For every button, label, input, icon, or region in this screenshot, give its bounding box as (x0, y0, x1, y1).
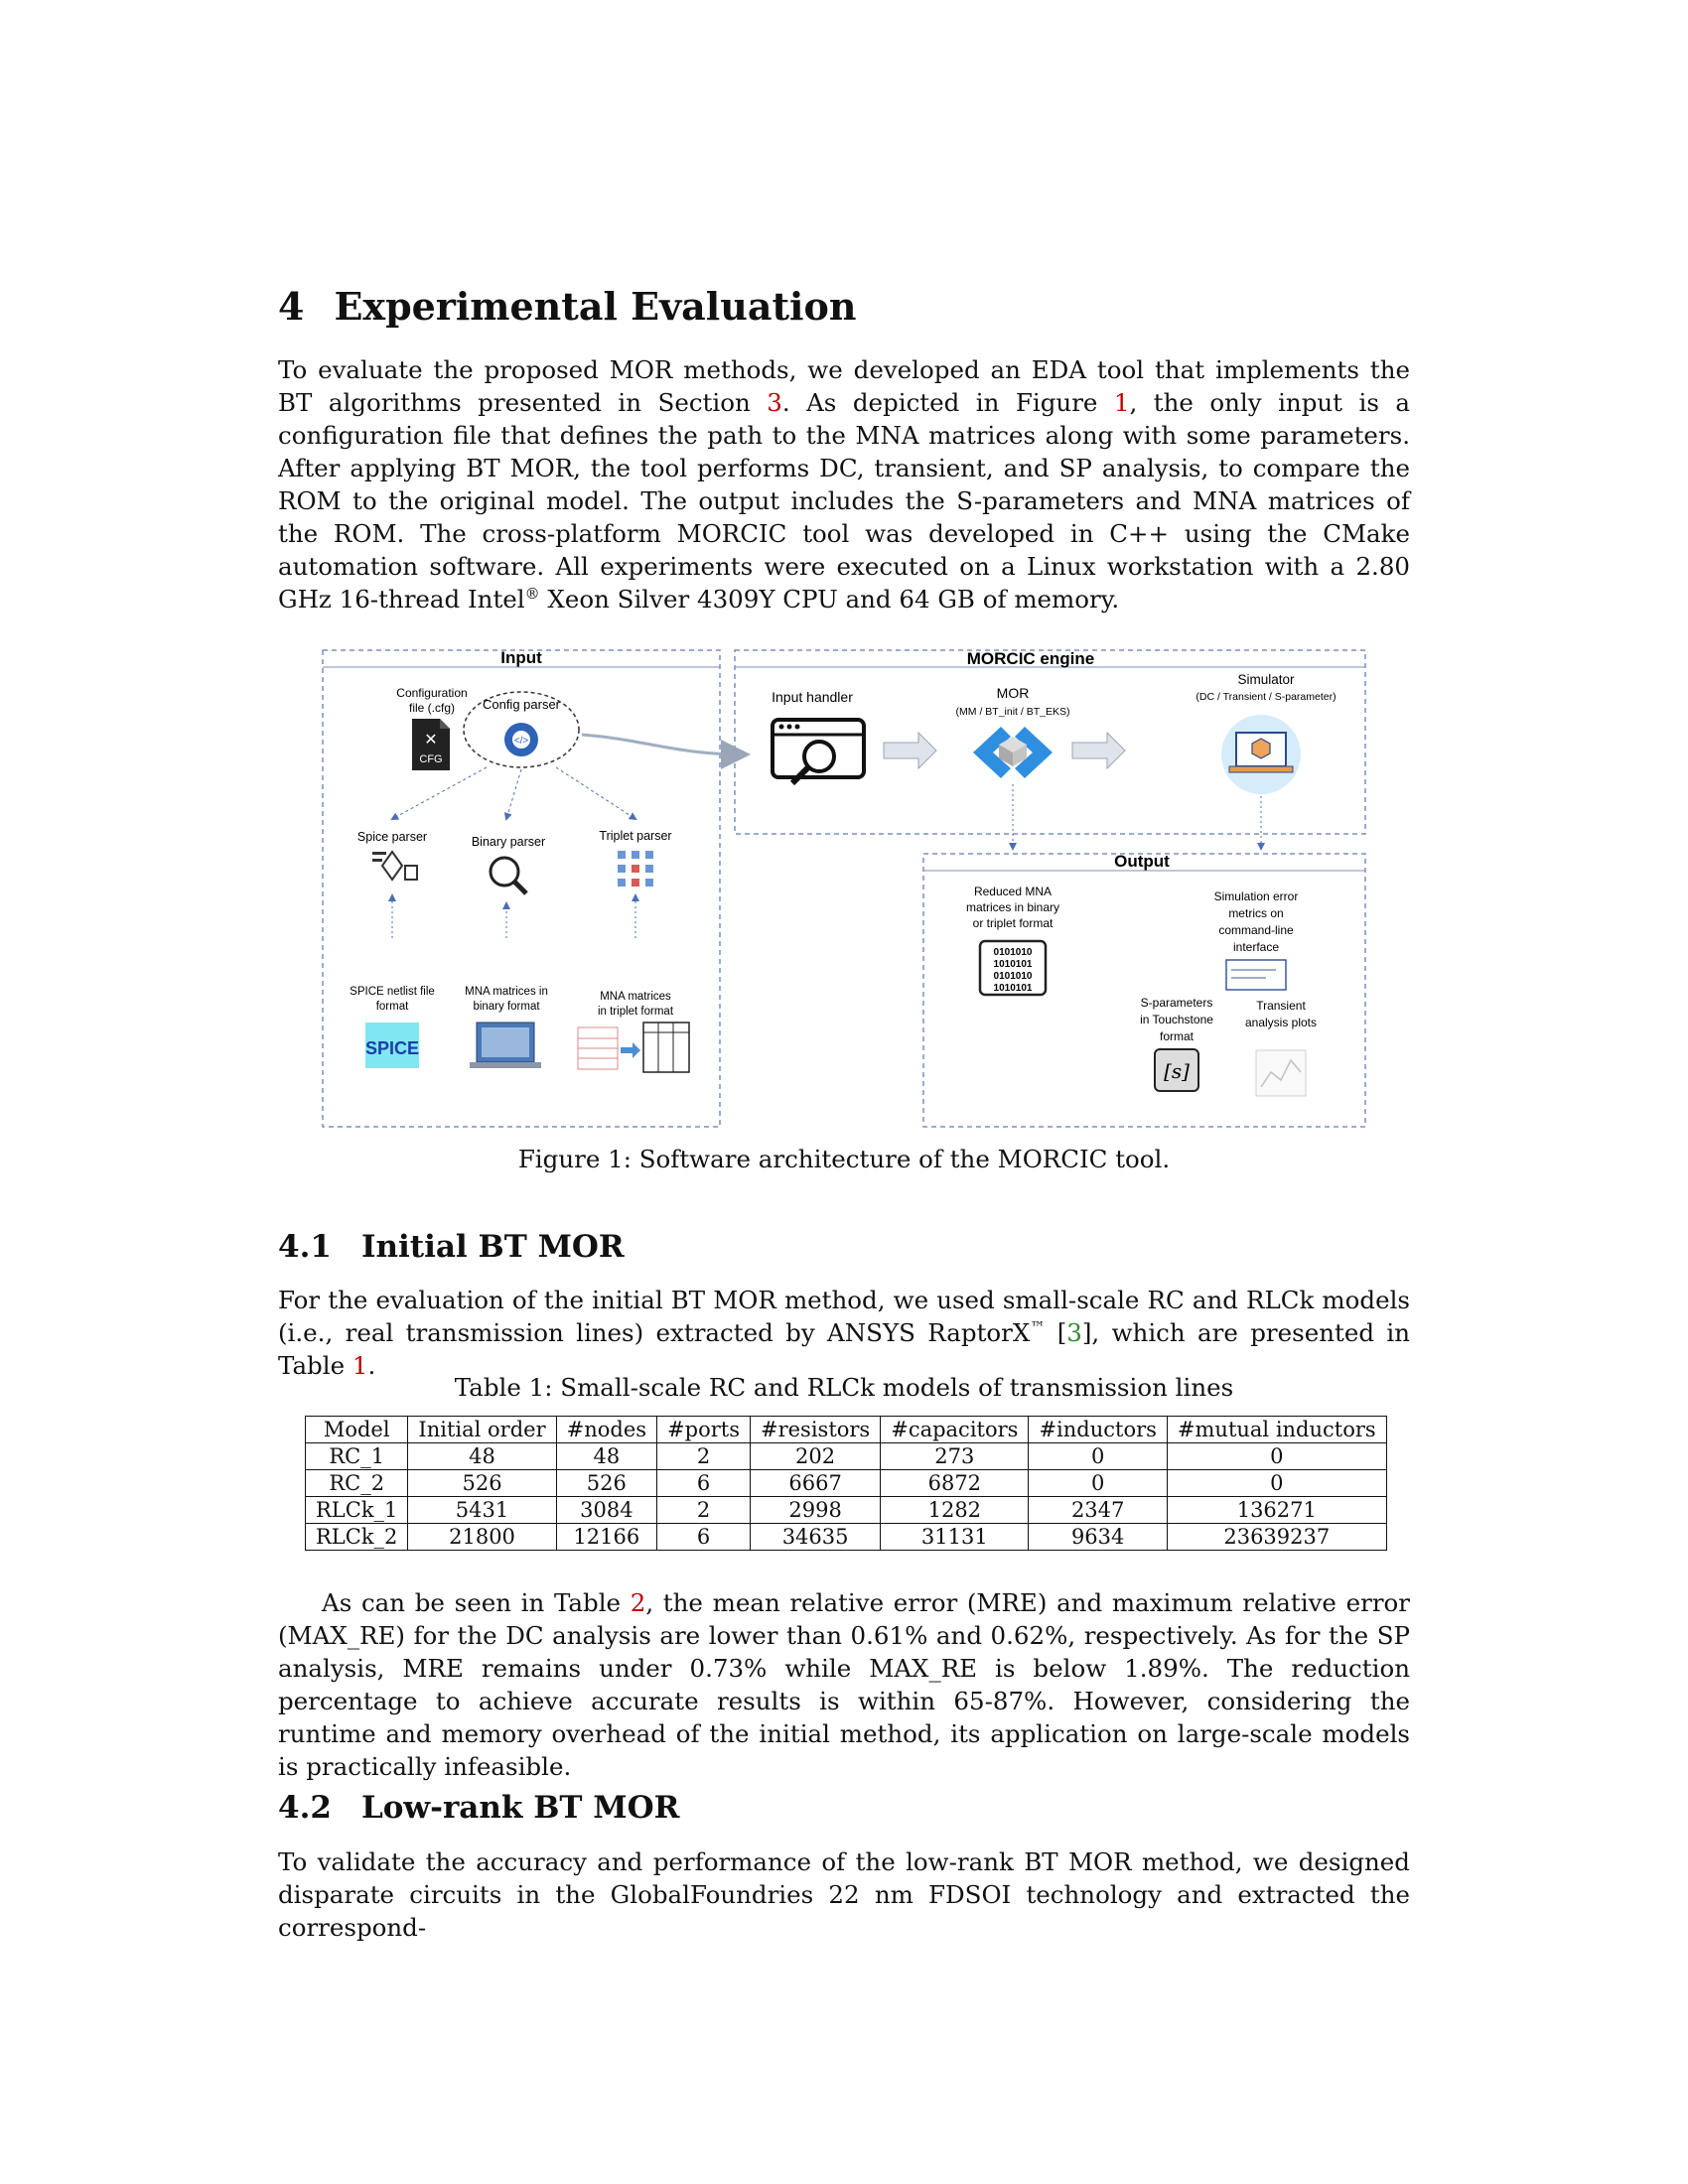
plot-icon (1256, 1050, 1306, 1096)
binary-data-icon (980, 941, 1046, 995)
table-header-cell: #resistors (750, 1417, 880, 1443)
para-text: As can be seen in Table (322, 1588, 631, 1617)
table-cell: 2 (657, 1443, 751, 1470)
section41-paragraph (278, 1284, 1410, 1382)
config-file-label: Configuration (396, 686, 468, 700)
section-ref-link[interactable]: 3 (767, 388, 782, 417)
table-cell: 6 (657, 1470, 751, 1497)
svg-text:0101010: 0101010 (993, 971, 1033, 982)
figure-caption: Figure 1: Software architecture of the MORCIC tool. (517, 1145, 1171, 1173)
mor-methods-label: (MM / BT_init / BT_EKS) (955, 706, 1070, 718)
table-row (306, 1524, 1387, 1551)
config-file-label: file (.cfg) (408, 701, 456, 715)
magnifier-icon (491, 858, 526, 893)
engine-title: MORCIC engine (966, 649, 1095, 668)
table-row (306, 1443, 1387, 1470)
table-cell: 136271 (1167, 1497, 1386, 1524)
sim-error-label: Simulation error (1213, 889, 1299, 903)
figure-ref-link[interactable]: 1 (1113, 388, 1130, 417)
svg-text:0101010: 0101010 (993, 947, 1033, 958)
spice-logo (365, 1023, 419, 1068)
triplet-table-icon (578, 1023, 689, 1072)
reduced-mna-label: matrices in binary (965, 900, 1060, 914)
table-cell: RC_2 (306, 1470, 408, 1497)
table-cell: 0 (1167, 1470, 1386, 1497)
table-row (306, 1470, 1387, 1497)
sparam-label: format (1159, 1029, 1195, 1043)
table-header-cell: #capacitors (881, 1417, 1029, 1443)
flow-arrow (884, 733, 936, 768)
section42-paragraph: To validate the accuracy and performance of the low-rank BT MOR method, we designed disparate circuits in the GlobalFoundries 22 nm FDSOI technology and extracted the correspond- (278, 1847, 1410, 1942)
table-header-cell: #inductors (1029, 1417, 1167, 1443)
intro-text: Xeon Silver 4309Y CPU and 64 GB of memory. (539, 585, 1120, 614)
table-cell: 12166 (556, 1524, 656, 1551)
trademark-mark: ™ (1030, 1317, 1046, 1336)
intro-paragraph (278, 353, 1410, 615)
config-parser-label: Config parser (482, 697, 561, 712)
reduced-mna-label: Reduced MNA (973, 885, 1053, 898)
para-text: , the mean relative error (MRE) and maximum relative error (MAX_RE) for the DC analysis are lower than 0.61% and 0.62%, respectively. As for the SP analysis, MRE remains under 0.73% while MAX_RE is below 1.89%. The reduction percentage to achieve accurate results is within 65-87%. However, considering the runtime and memory overhead of the initial method, its application on large-scale models is practically infeasible. (278, 1588, 1410, 1781)
table-cell: 21800 (408, 1524, 556, 1551)
mna-triplet-label: MNA matrices (600, 991, 671, 1003)
mna-binary-label: binary format (473, 1001, 540, 1013)
sim-error-label: interface (1232, 940, 1280, 954)
table-cell: 202 (750, 1443, 880, 1470)
table-cell: 48 (408, 1443, 556, 1470)
svg-text:1010101: 1010101 (993, 959, 1033, 970)
para-text: [ (1045, 1318, 1067, 1347)
citation-link[interactable]: 3 (1066, 1318, 1082, 1347)
registered-mark: ® (524, 584, 540, 603)
results-paragraph (278, 1586, 1410, 1783)
laptop-binary-icon (470, 1023, 541, 1068)
table-header-cell: Model (306, 1417, 408, 1443)
spice-logo-text: SPICE (364, 1038, 420, 1058)
input-title: Input (500, 648, 542, 667)
simulator-label: Simulator (1237, 672, 1295, 687)
table-cell: 2347 (1029, 1497, 1167, 1524)
binary-parser-label: Binary parser (471, 835, 546, 849)
table-cell: 2 (657, 1497, 751, 1524)
triplet-parser-label: Triplet parser (599, 829, 672, 843)
subsection-heading (278, 1790, 679, 1826)
sparam-label: in Touchstone (1140, 1013, 1213, 1026)
svg-text:1010101: 1010101 (993, 983, 1033, 994)
output-title: Output (1114, 852, 1170, 871)
intro-text: . As depicted in Figure (781, 388, 1114, 417)
table-cell: RLCk_2 (306, 1524, 408, 1551)
sparam-badge: [s] (1164, 1059, 1190, 1083)
table-caption: Table 1: Small-scale RC and RLCk models of transmission lines (454, 1373, 1234, 1402)
table-header-cell: #mutual inductors (1167, 1417, 1386, 1443)
transient-label: Transient (1256, 999, 1306, 1013)
table-cell: 6 (657, 1524, 751, 1551)
triplet-grid-icon (618, 851, 653, 887)
sim-error-label: command-line (1218, 923, 1294, 937)
spice-parser-label: Spice parser (356, 830, 428, 844)
terminal-icon (1226, 960, 1286, 990)
spice-netlist-label: SPICE netlist file (350, 986, 435, 998)
reduced-mna-label: or triplet format (972, 916, 1054, 930)
table-header-row (306, 1417, 1387, 1443)
mor-icon (973, 727, 1053, 778)
table-cell: 3084 (556, 1497, 656, 1524)
para-text: ], which are presented in Table (278, 1318, 1410, 1380)
cfg-file-icon (412, 719, 450, 770)
mna-binary-label: MNA matrices in (465, 986, 548, 998)
subsection-heading (278, 1229, 625, 1265)
table-cell: 273 (881, 1443, 1029, 1470)
section-heading (278, 284, 856, 329)
table-ref-link[interactable]: 1 (352, 1351, 368, 1380)
table-cell: 6667 (750, 1470, 880, 1497)
table-cell: 48 (556, 1443, 656, 1470)
table-cell: RLCk_1 (306, 1497, 408, 1524)
table-row (306, 1497, 1387, 1524)
table-header-cell: Initial order (408, 1417, 556, 1443)
table-cell: 34635 (750, 1524, 880, 1551)
cfg-badge: CFG (419, 753, 443, 765)
table-cell: 526 (408, 1470, 556, 1497)
table-header-cell: #nodes (556, 1417, 656, 1443)
mna-triplet-label: in triplet format (597, 1006, 674, 1018)
table-cell: 23639237 (1167, 1524, 1386, 1551)
table-cell: 2998 (750, 1497, 880, 1524)
table-cell: 6872 (881, 1470, 1029, 1497)
table-cell: 0 (1029, 1470, 1167, 1497)
table-cell: 5431 (408, 1497, 556, 1524)
simulator-icon (1221, 715, 1301, 794)
table-cell: 9634 (1029, 1524, 1167, 1551)
simulator-modes-label: (DC / Transient / S-parameter) (1196, 691, 1336, 703)
table-cell: RC_1 (306, 1443, 408, 1470)
subsection-title: Low-rank BT MOR (360, 1790, 680, 1826)
sparam-label: S-parameters (1140, 996, 1213, 1010)
table-cell: 0 (1167, 1443, 1386, 1470)
subsection-number: 4.2 (278, 1790, 332, 1826)
transient-label: analysis plots (1244, 1016, 1318, 1029)
spice-netlist-label: format (375, 1001, 409, 1013)
flow-arrow (1072, 733, 1125, 768)
sparam-file-icon (1155, 1049, 1198, 1091)
svg-text:✕: ✕ (424, 730, 438, 749)
table-ref-link[interactable]: 2 (630, 1588, 646, 1617)
spice-parser-icon (372, 852, 417, 880)
table-cell: 0 (1029, 1443, 1167, 1470)
models-table (305, 1416, 1387, 1551)
section-number: 4 (278, 284, 305, 329)
para-text: . (367, 1351, 376, 1380)
para-text: For the evaluation of the initial BT MOR method, we used small-scale RC and RLCk models (i.e., real transmission lines) extracted by ANSYS RaptorX (278, 1286, 1410, 1347)
table-cell: 1282 (881, 1497, 1029, 1524)
table-cell: 526 (556, 1470, 656, 1497)
svg-text:</>: </> (513, 736, 529, 747)
mor-label: MOR (996, 685, 1030, 701)
subsection-title: Initial BT MOR (360, 1229, 625, 1265)
section-title: Experimental Evaluation (334, 284, 857, 329)
table-header-cell: #ports (657, 1417, 751, 1443)
intro-text: To evaluate the proposed MOR methods, we developed an EDA tool that implements the BT algorithms presented in Section (278, 355, 1410, 417)
input-handler-icon (773, 720, 864, 783)
gear-icon (504, 723, 538, 756)
sim-error-label: metrics on (1228, 906, 1284, 920)
architecture-figure (318, 645, 1370, 1132)
intro-text: , the only input is a configuration file that defines the path to the MNA matrices along with some parameters. After applying BT MOR, the tool performs DC, transient, and SP analysis, to compare the ROM to the original model. The output includes the S-parameters and MNA matrices of the ROM. The cross-platform MORCIC tool was developed in C++ using the CMake automation software. All experiments were executed on a Linux workstation with a 2.80 GHz 16-thread Intel (278, 388, 1410, 614)
table-cell: 31131 (881, 1524, 1029, 1551)
subsection-number: 4.1 (278, 1229, 332, 1265)
input-handler-label: Input handler (772, 689, 853, 705)
